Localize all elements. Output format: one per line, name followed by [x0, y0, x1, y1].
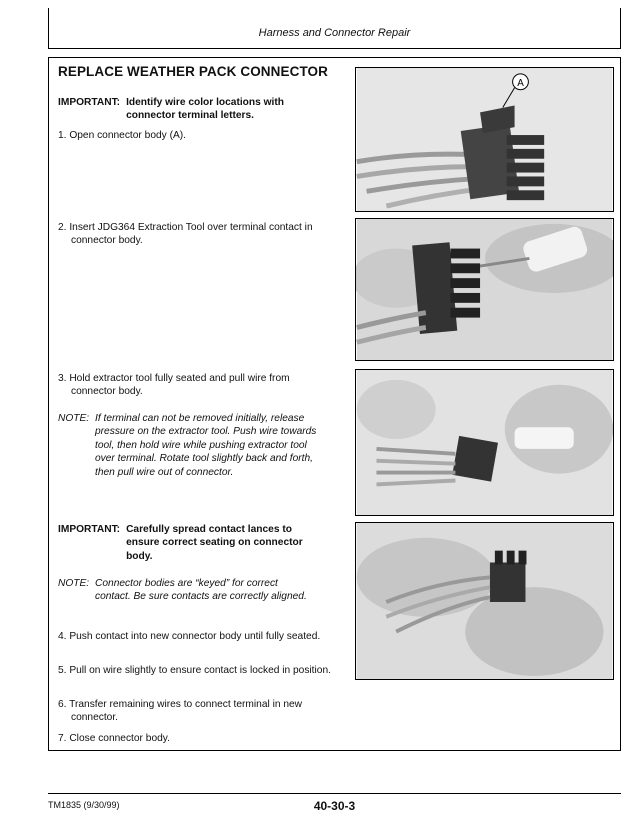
page-number: 40-30-3 [313, 799, 356, 813]
step-2: 2. Insert JDG364 Extraction Tool over terminal contact in connector body. [58, 222, 313, 247]
step-5: 5. Pull on wire slightly to ensure contact is locked in position. [58, 665, 331, 676]
step-3: 3. Hold extractor tool fully seated and pull wire from connector body. [58, 373, 290, 398]
note-2 [58, 577, 313, 604]
photo-push-contact [355, 522, 614, 680]
document-id: TM1835 (9/30/99) [48, 800, 120, 810]
pull-wire-illustration [356, 370, 613, 515]
photo-pull-wire [355, 369, 614, 516]
step-6: 6. Transfer remaining wires to connect terminal in new connector. [58, 699, 303, 724]
photo-open-connector [355, 67, 614, 212]
important-note-2 [58, 523, 328, 563]
note-1 [58, 412, 328, 479]
step-1: 1. Open connector body (A). [58, 130, 186, 141]
step-7: 7. Close connector body. [58, 733, 170, 744]
extraction-tool-illustration [356, 219, 613, 360]
connector-illustration-1 [356, 68, 613, 211]
push-contact-illustration [356, 523, 613, 679]
note-label: NOTE: [58, 413, 90, 424]
footer-rule [48, 793, 621, 794]
important-text: Identify wire color locations with connector terminal letters. [126, 97, 284, 122]
note-text: If terminal can not be removed initially, release pressure on the extractor tool. Push wire towards tool, then hold wire while pushing extractor tool over terminal. Rotate tool slightly back and forth, then pull wire out of connector. [95, 413, 317, 478]
page-header-title: Harness and Connector Repair [258, 27, 411, 39]
note-text: Connector bodies are “keyed” for correct contact. Be sure contacts are correctly aligned. [95, 578, 307, 603]
section-title: REPLACE WEATHER PACK CONNECTOR [58, 64, 329, 79]
step-4: 4. Push contact into new connector body until fully seated. [58, 631, 321, 642]
header-rule [48, 48, 621, 49]
note-label: NOTE: [58, 578, 90, 589]
callout-a-label: A [517, 77, 524, 89]
important-label: IMPORTANT: [58, 97, 121, 108]
important-note-1 [58, 96, 318, 123]
important-text: Carefully spread contact lances to ensure correct seating on connector body. [126, 524, 303, 562]
photo-extraction-tool [355, 218, 614, 361]
important-label: IMPORTANT: [58, 524, 121, 535]
